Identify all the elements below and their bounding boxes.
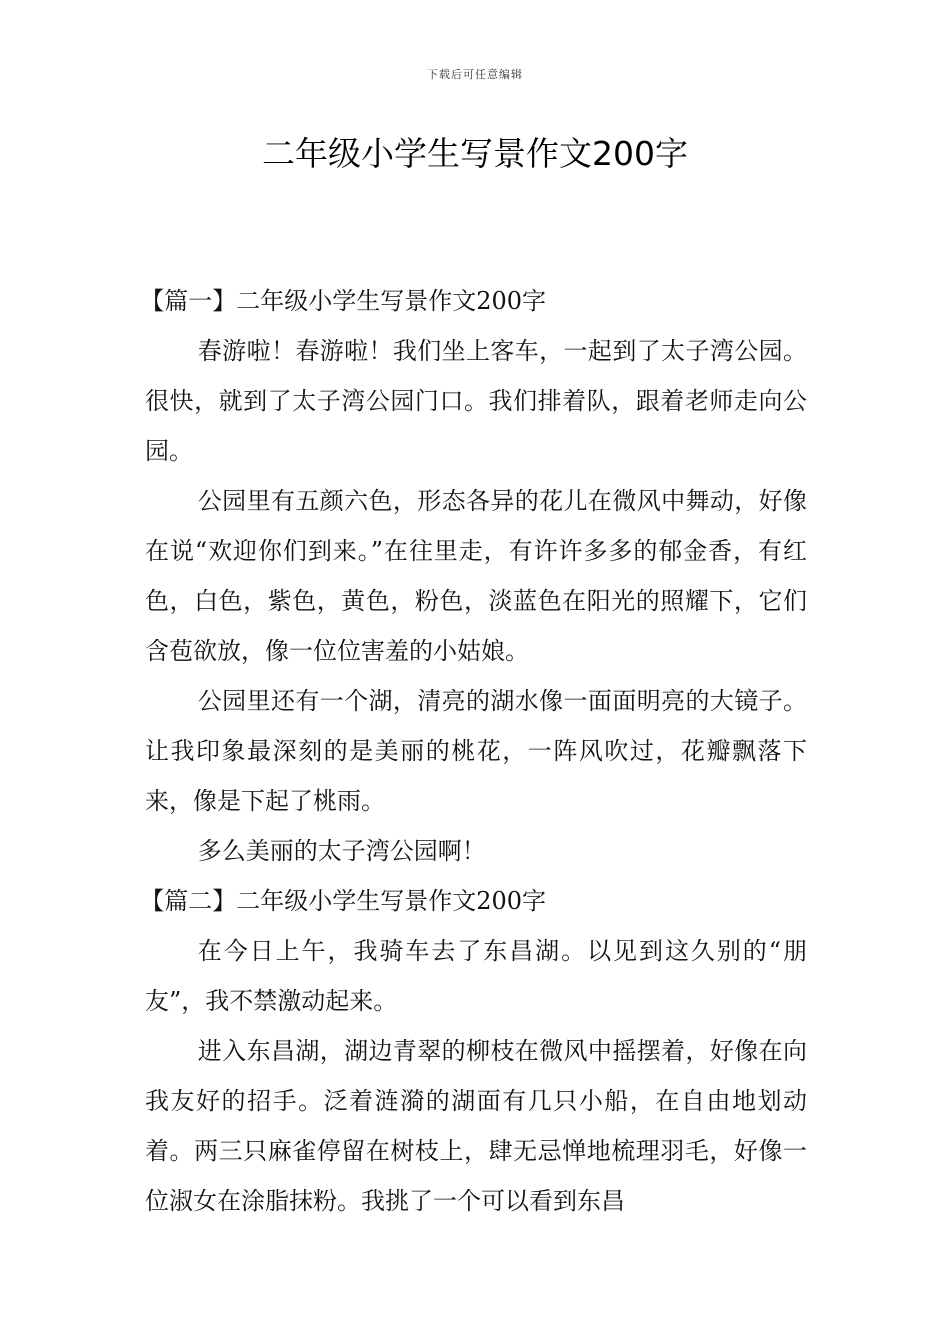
page-header-note: 下载后可任意编辑 — [427, 68, 523, 81]
paragraph: 公园里还有一个湖，清亮的湖水像一面面明亮的大镜子。让我印象最深刻的是美丽的桃花，一阵风吹过，花瓣飘落下来，像是下起了桃雨。 — [145, 687, 807, 815]
paragraph: 进入东昌湖，湖边青翠的柳枝在微风中摇摆着，好像在向我友好的招手。泛着涟漪的湖面有几只小船，在自由地划动着。两三只麻雀停留在树枝上，肆无忌惮地梳理羽毛，好像一位淑女在涂脂抹粉。我挑了一个可以看到东昌 — [145, 1037, 807, 1215]
section-heading-2: 【篇二】二年级小学生写景作文200字 — [140, 887, 547, 915]
section-heading-1: 【篇一】二年级小学生写景作文200字 — [140, 287, 547, 315]
paragraph: 多么美丽的太子湾公园啊！ — [197, 837, 486, 865]
paragraph: 公园里有五颜六色，形态各异的花儿在微风中舞动，好像在说“欢迎你们到来。”在往里走，有许许多多的郁金香，有红色，白色，紫色，黄色，粉色，淡蓝色在阳光的照耀下，它们含苞欲放，像一位位害羞的小姑娘。 — [145, 487, 807, 665]
document-title: 二年级小学生写景作文200字 — [262, 134, 688, 173]
document-body — [140, 276, 807, 1226]
paragraph: 春游啦！春游啦！我们坐上客车，一起到了太子湾公园。很快，就到了太子湾公园门口。我们排着队，跟着老师走向公园。 — [145, 337, 807, 465]
paragraph: 在今日上午，我骑车去了东昌湖。以见到这久别的“朋友”，我不禁激动起来。 — [145, 937, 807, 1015]
